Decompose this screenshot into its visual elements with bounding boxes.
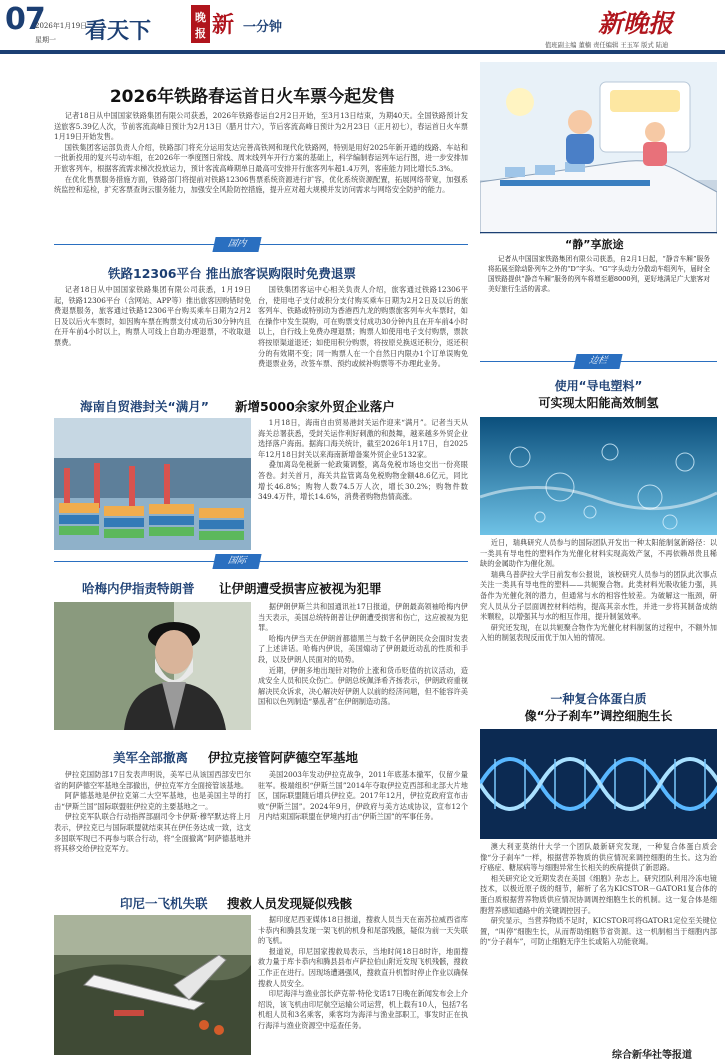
story-12306-paragraph-2: 国铁集团客运中心相关负责人介绍，旅客通过铁路12306平台，使用电子支付或积分支付购买乘车日期为2月2日及以后的旅客列车、铁路或特别动为香港西九龙的购票旅客列车火车票时，如在操作中发生误购，可在购票支付成功30分钟内且在开车前4小时以上，自行线上免费办理退票；购票人如使用电子支付购票，票款将按原渠道退还；如使用积分购票，将按原兑换返还积分，返还积分的有效期不变；同一购票人在一个自然日内限办1个订单误购免费退票业务，改签车票、预约或候补购票等不办理此业务。 (258, 285, 468, 369)
story-protein-paragraph-3: 研究显示，当营养物质不足时，KICSTOR可将GATOR1定位至关键位置，“叫停”细胞生长，从而帮助细胞节省资源。这一机制相当于细胞内部的“分子刹车”，可防止细胞无序生长或陷入功能衰竭。 (480, 916, 717, 947)
plane-wreckage-photo (54, 915, 251, 1055)
story-12306-title: 铁路12306平台 推出旅客误购限时免费退票 (108, 266, 356, 281)
story-solar-body (480, 538, 717, 644)
section-tag-domestic: 国内 (212, 237, 261, 252)
column-title: 看天下 (85, 19, 152, 44)
story-iran-paragraph-3: 近期，伊朗多地出现针对物价上涨和货币贬值的抗议活动，造成安全人员和民众伤亡。伊朗总统佩泽希齐扬表示，伊朗政府重视解决民众诉求，决心解决好伊朗人以前的经济问题，但不能容许美国和以色列制造“暴乱者”在伊朗制造动荡。 (258, 665, 468, 707)
lead-title: 2026年铁路春运首日火车票今起发售 (109, 87, 396, 107)
story-base-paragraph-3: 伊拉克军队联合行动指挥部副司令卡伊斯·穆罕默达将上月表示，伊拉克已与国际联盟就结束其在伊任务达成一致，这支多国联军现已不再参与联合行动，将“全面撤离”阿萨德基地并将其移交给伊拉克军方。 (54, 812, 251, 854)
story-protein-title-line2: 像“分子刹车”调控细胞生长 (524, 709, 673, 723)
section-rule-domestic (54, 244, 468, 245)
story-iran-paragraph-2: 哈梅内伊当天在伊朗首都德黑兰与数千名伊朗民众会面时发表了上述讲话。哈梅内伊说，美国煽动了伊朗最近动乱的性质和手段，以及伊朗人民面对的局势。 (258, 633, 468, 664)
story-solar-paragraph-3: 研究还发现，在以共轭聚合物作为光催化材料制氢的过程中，不额外加入铂的制氢表现反而优于加入铂的情况。 (480, 622, 717, 643)
story-protein-paragraph-1: 澳大利亚莫纳什大学一个团队最新研究发现，一种复合体蛋白质会像“分子刹车”一样，根据营养物质的供应情况来调控细胞的生长。这为治疗癌症、糖尿病等与细胞异常生长相关的疾病提供了新思路。 (480, 842, 717, 873)
story-base-title-part1: 美军全部撤离 (113, 750, 189, 765)
newspaper-logo-icon (190, 4, 236, 44)
page-number: 07 (5, 2, 45, 37)
khamenei-photo (54, 602, 251, 730)
story-iran-title-part1: 哈梅内伊指责特朗普 (82, 581, 195, 596)
story-iran-body (258, 602, 468, 708)
story-plane-title-part2: 搜救人员发现疑似残骸 (227, 896, 353, 911)
story-plane-paragraph-2: 报道说，印尼国家搜救局表示，当地时间18日8时许，地面搜救力量于库卡恭内和腾县县布卢萨拉伯山附近发现飞机残骸，搜救工作正在进行。因现场遭遇强风，搜救直升机暂时停止作业以确保搜救人员安全。 (258, 946, 468, 988)
story-hainan-title-part2: 新增5000余家外贸企业落户 (235, 399, 395, 414)
logo-char-3: 报 (195, 27, 206, 40)
story-plane-paragraph-3: 印尼海洋与渔业部长萨克蒂·特伦戈诺17日晚在新闻发布会上介绍说，该飞机由印尼航空运输公司运营，机上载有10人，包括7名机组人员和3名乘客，乘客均为海洋与渔业部职工，事发时正在执行海洋与渔业资源空中巡查任务。 (258, 989, 468, 1030)
story-hainan-body (258, 418, 468, 503)
water-bubbles-photo (480, 417, 717, 535)
side-story-caption: 记者从中国国家铁路集团有限公司获悉，自2月1日起，“静音车厢”服务将拓展至除动卧列车之外的“D”字头、“G”字头动力分散动车组列车，届时全国铁路提供“静音车厢”服务的列车将增至超8000列，更好地满足广大旅客对美好旅行生活的需求。 (488, 255, 710, 293)
story-solar-paragraph-1: 近日，瑞典研究人员参与的国际团队开发出一种太阳能制氢新路径：以一类具有导电性的塑料作为光催化材料实现高效产氢，不再依赖昂贵且稀缺的金属助作为催化剂。 (480, 538, 717, 569)
story-base-title-part2: 伊拉克接管阿萨德空军基地 (208, 750, 359, 765)
issue-weekday: 星期一 (35, 36, 56, 44)
editor-credits: 值班副主编 董楠 责任编辑 王玉军 版式 陆迪 (545, 42, 669, 49)
issue-date: 2026年1月19日 (35, 22, 88, 30)
story-protein-body (480, 842, 717, 948)
story-solar-paragraph-2: 瑞典乌普萨拉大学日前发布公报说，该校研究人员参与的团队此次事点关注一类具有导电性的塑料——共轭聚合物。此类材料光吸收能力强，具备作为光催化剂的潜力，但通常与水的相容性较差。为破解这一瓶颈，研究人员从分子层面调控材料结构，提高其亲水性，并进一步将其制备成纳米颗粒，以增强其与水的相互作用，提升制氢效率。 (480, 569, 717, 622)
story-base-col1 (54, 770, 251, 855)
lead-paragraph-1: 记者18日从中国国家铁路集团有限公司获悉，2026年铁路春运自2月2日开始，至3月13日结束，为期40天。全国铁路预计发送旅客5.39亿人次，节前客流高峰日预计为2月13日（腊月廿六），节后客流高峰日预计为2月23日（正月初七），春运首日火车票1月19日开始发售。 (54, 111, 468, 142)
story-hainan-title-part1: 海南自贸港封关“满月” (80, 399, 209, 414)
masthead (0, 0, 725, 50)
story-solar-title-line2: 可实现太阳能高效制氢 (538, 396, 659, 410)
story-hainan-paragraph-2: 叠加离岛免税新一轮政策调整，离岛免税市场也交出一份亮眼答卷。封关首月，海关共监管离岛免税购物金额48.6亿元，同比增长46.8%；购物人数74.5万人次，增长30.2%；购物件数349.4万件，增长14.6%，消费者购物热情高涨。 (258, 460, 468, 502)
lead-body (54, 111, 468, 196)
logo-char-1: 晚 (195, 11, 206, 24)
story-protein-paragraph-2: 相关研究论文近期发表在美国《细胞》杂志上。研究团队利用冷冻电镜技术，以极近原子级的细节，解析了名为KICSTOR－GATOR1复合体的蛋白质根据营养物质供应情况协调调控细胞生长的机制。这一复合体是细胞营养感知通路中的关键调控因子。 (480, 873, 717, 915)
story-plane-paragraph-1: 据印度尼西亚媒体18日报道，搜救人员当天在南苏拉威西省库卡恭内和腾县发现一架飞机的机身和尾部残骸，疑似为前一天失联的飞机。 (258, 915, 468, 946)
side-story-title: “静”享旅途 (565, 238, 624, 251)
story-plane-title-part1: 印尼一飞机失联 (120, 896, 208, 911)
brand-logo: 新晚报 (598, 9, 674, 38)
story-hainan-paragraph-1: 1月18日，海南自由贸易港封关运作迎来“满月”。记者当天从海关总署获悉，受封关运作利好刺激的和鼓舞，越来越多外贸企业选择落户海南。据海口海关统计，截至2026年1月17日，自2025年12月18日封关以来海南新增备案外贸企业5132家。 (258, 418, 468, 459)
story-base-paragraph-1: 伊拉克国防部17日发表声明说，美军已从该国西部安巴尔省的阿萨德空军基地全部撤出，伊拉克军方全面接管该基地。 (54, 770, 251, 790)
side-story-box (488, 254, 710, 294)
story-base-paragraph-2: 阿萨德基地是伊拉克第二大空军基地，也是美国主导的打击“伊斯兰国”国际联盟驻伊拉克的主要基地之一。 (54, 791, 251, 811)
logo-char-2: 新 (211, 13, 235, 38)
story-iran-title-part2: 让伊朗遭受损害应被视为犯罪 (219, 581, 382, 596)
story-12306-paragraph-1: 记者18日从中国国家铁路集团有限公司获悉，1月19日起，铁路12306平台（含网站、APP等）推出旅客因购错时免费退票服务，旅客通过铁路12306平台购买乘车日期为2月2日及以后火车票时，如因购车票在购票支付成功后30分钟内且在开车前4小时以上，购票人可线上自助办理退票，不收取退票费。 (54, 285, 251, 347)
masthead-rule (0, 50, 725, 54)
story-base-paragraph-4: 美国2003年发动伊拉克战争，2011年底基本撤军，仅留少量驻军。极端组织“伊斯兰国”2014年夺取伊拉克西部和北部大片地区，国际联盟随后增兵伊拉克。2017年12月，伊拉克政府宣布击败“伊斯兰国”。2024年9月，伊政府与美方达成协议，宣布12个月内结束国际联盟在伊境内打击“伊斯兰国”的军事任务。 (258, 770, 468, 822)
subcolumn-title: 一分钟 (243, 20, 283, 35)
hainan-port-photo (54, 418, 251, 550)
story-iran-paragraph-1: 据伊朗伊斯兰共和国通讯社17日报道，伊朗最高领袖哈梅内伊当天表示，美国总统特朗普让伊朗遭受损害和伤亡，这应被视为犯罪。 (258, 602, 468, 633)
story-12306-col2 (258, 285, 468, 370)
lead-paragraph-2: 国铁集团客运部负责人介绍，铁路部门将充分运用发达完善高铁网和现代化铁路网，特别是用好2025年新开通的线路、车站和一批新投用的复兴号动车组，在2026年一季度图日常线、周末线列车开行方案的基础上，科学编制春运列车运行图，进一步安排加开旅客列车，根据客流需求梯次投放运力，预计客流高峰期单日最高可安排开行旅客列车超1.4万列，客座能力同比增长5.3%。 (54, 142, 468, 173)
section-tag-international: 国际 (212, 554, 261, 569)
story-12306-col1 (54, 285, 251, 349)
dna-helix-photo (480, 729, 717, 839)
story-protein-title-line1: 一种复合体蛋白质 (550, 692, 647, 706)
story-plane-body (258, 915, 468, 1032)
section-rule-international (54, 561, 468, 562)
story-base-col2 (258, 770, 468, 823)
quiet-carriage-illustration (480, 62, 717, 234)
section-tag-sidebar: 边栏 (573, 354, 622, 369)
lead-paragraph-3: 在优化售票服务措施方面，铁路部门将提前对铁路12306售票系统资源进行扩容，优化系统资源配置，拓展网络带宽，加强系统监控和巡检，扩充客票查询云服务能力，加强安全风险防控措施，提升应对超大规模并发访问需求与网络安全防护的能力。 (54, 174, 468, 195)
side-rule (480, 232, 717, 233)
footer-credit: 综合新华社等报道 (612, 1050, 692, 1061)
story-solar-title-line1: 使用“导电塑料” (554, 379, 643, 393)
